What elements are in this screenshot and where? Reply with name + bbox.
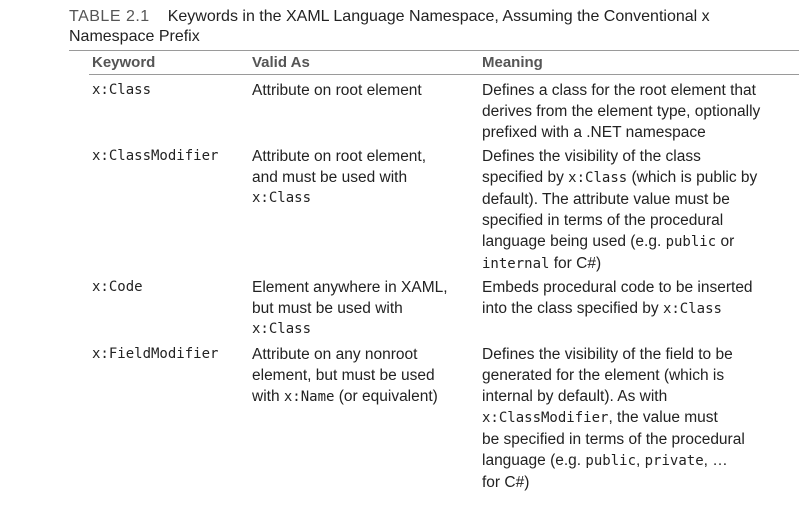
meaning-line: Defines the visibility of the class bbox=[482, 148, 701, 165]
valid-as-cell bbox=[252, 146, 474, 209]
meaning-line bbox=[482, 298, 797, 320]
valid-as-cell bbox=[252, 80, 474, 101]
meaning-code: private bbox=[644, 453, 704, 469]
valid-as-line: Element anywhere in XAML, bbox=[252, 279, 448, 296]
meaning-line: internal by default). As with bbox=[482, 388, 668, 405]
table-number-label: TABLE 2.1 bbox=[69, 8, 150, 25]
meaning-line: Defines a class for the root element that bbox=[482, 82, 756, 99]
meaning-line: derives from the element type, optionally bbox=[482, 103, 761, 120]
keyword-cell: x:FieldModifier bbox=[92, 346, 219, 362]
meaning-line: generated for the element (which is bbox=[482, 367, 725, 384]
meaning-line bbox=[482, 167, 797, 189]
meaning-line: be specified in terms of the procedural bbox=[482, 431, 745, 448]
keyword-cell: x:ClassModifier bbox=[92, 148, 219, 164]
valid-as-line bbox=[252, 386, 474, 408]
meaning-cell bbox=[482, 80, 797, 143]
table-title-line-1: Keywords in the XAML Language Namespace, Assuming the Conventional x bbox=[167, 8, 710, 25]
header-meaning: Meaning bbox=[482, 54, 543, 71]
meaning-line: for C#) bbox=[482, 474, 530, 491]
table-top-rule bbox=[69, 50, 799, 51]
meaning-text: for C#) bbox=[549, 255, 602, 272]
meaning-text: or bbox=[716, 233, 735, 250]
keyword-cell: x:Code bbox=[92, 279, 143, 295]
meaning-text: language (e.g. bbox=[482, 452, 586, 469]
table-caption bbox=[69, 7, 789, 47]
meaning-text: , bbox=[636, 452, 645, 469]
header-valid-as: Valid As bbox=[252, 54, 310, 71]
valid-as-text: with bbox=[252, 388, 284, 405]
valid-as-code: x:Name bbox=[283, 389, 335, 405]
valid-as-text: (or equivalent) bbox=[334, 388, 438, 405]
meaning-line bbox=[482, 450, 797, 472]
meaning-code: x:Class bbox=[662, 301, 722, 317]
meaning-text: (which is public by bbox=[627, 169, 758, 186]
meaning-line bbox=[482, 231, 797, 253]
meaning-cell bbox=[482, 277, 797, 320]
meaning-cell bbox=[482, 146, 797, 275]
meaning-line: Embeds procedural code to be inserted bbox=[482, 279, 753, 296]
valid-as-line: and must be used with bbox=[252, 169, 408, 186]
meaning-line bbox=[482, 407, 797, 429]
header-keyword: Keyword bbox=[92, 54, 156, 71]
valid-as-line: element, but must be used bbox=[252, 367, 435, 384]
valid-as-cell bbox=[252, 277, 474, 340]
table-title-line-2: Namespace Prefix bbox=[69, 28, 200, 45]
header-rule bbox=[89, 74, 799, 75]
meaning-code: public bbox=[585, 453, 636, 469]
meaning-text: into the class specified by bbox=[482, 300, 663, 317]
meaning-line: default). The attribute value must be bbox=[482, 191, 730, 208]
meaning-line bbox=[482, 253, 797, 275]
meaning-text: , the value must bbox=[608, 409, 718, 426]
meaning-text: , … bbox=[703, 452, 728, 469]
meaning-line: Defines the visibility of the field to be bbox=[482, 346, 733, 363]
meaning-line: prefixed with a .NET namespace bbox=[482, 124, 706, 141]
valid-as-line: Attribute on any nonroot bbox=[252, 346, 418, 363]
meaning-code: x:Class bbox=[568, 170, 628, 186]
valid-as-line: Attribute on root element, bbox=[252, 148, 427, 165]
meaning-code: internal bbox=[482, 256, 550, 272]
meaning-text: language being used (e.g. bbox=[482, 233, 666, 250]
keyword-cell: x:Class bbox=[92, 82, 152, 98]
meaning-cell bbox=[482, 344, 797, 493]
valid-as-cell bbox=[252, 344, 474, 408]
valid-as-line: Attribute on root element bbox=[252, 82, 422, 99]
meaning-code: x:ClassModifier bbox=[482, 410, 609, 426]
valid-as-code: x:Class bbox=[252, 190, 312, 206]
meaning-line: specified in terms of the procedural bbox=[482, 212, 724, 229]
meaning-text: specified by bbox=[482, 169, 569, 186]
valid-as-line: but must be used with bbox=[252, 300, 403, 317]
valid-as-code: x:Class bbox=[252, 321, 312, 337]
meaning-code: public bbox=[665, 234, 717, 250]
